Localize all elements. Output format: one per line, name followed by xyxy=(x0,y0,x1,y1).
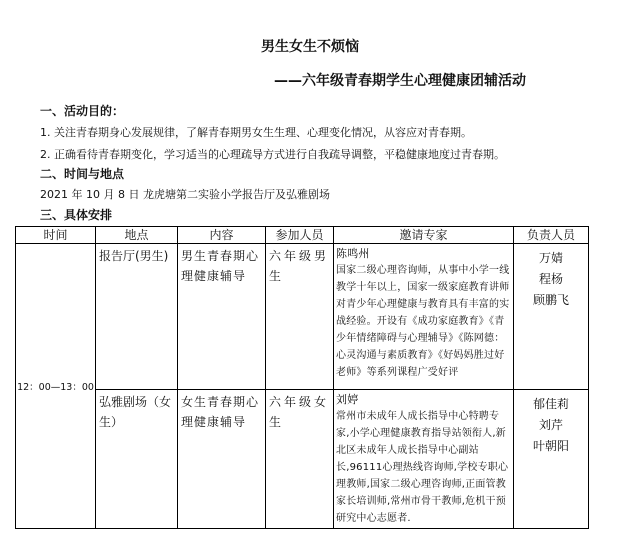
expert-name: 刘婷 xyxy=(336,393,359,406)
header-time: 时间 xyxy=(16,227,96,244)
schedule-table xyxy=(15,226,589,529)
participants-cell: 六年级男生 xyxy=(266,244,334,390)
responsible-person: 顾鹏飞 xyxy=(532,293,569,307)
content-cell: 男生青春期心理健康辅导 xyxy=(178,244,266,390)
doc-title: 男生女生不烦恼 xyxy=(261,39,359,55)
header-responsible: 负责人员 xyxy=(514,227,589,244)
section-arrangement-heading: 三、具体安排 xyxy=(40,208,113,222)
location-cell: 报告厅(男生) xyxy=(96,244,178,390)
responsible-cell xyxy=(514,390,589,529)
responsible-person: 郁佳莉 xyxy=(532,397,569,411)
doc-subtitle: ——六年级青春期学生心理健康团辅活动 xyxy=(274,73,526,89)
expert-name: 陈鸣州 xyxy=(336,247,370,260)
section-goals-heading: 一、活动目的： xyxy=(40,104,125,118)
expert-description: 国家二级心理咨询师，从事中小学一线教学十年以上，国家一级家庭教育讲师对青少年心理健康与教育具有丰富的实战经验。开设有《成功家庭教育》《青少年情绪障碍与心理辅导》《陈网德：心灵沟通与素质教育》《好妈妈胜过好老师》等系列课程广受好评 xyxy=(336,265,510,378)
time-cell: 12：00—13：00 xyxy=(16,244,96,529)
responsible-person: 叶朝阳 xyxy=(532,439,569,453)
header-location: 地点 xyxy=(96,227,178,244)
time-place-text: 2021 年 10 月 8 日 龙虎塘第二实验小学报告厅及弘雅剧场 xyxy=(40,188,330,201)
header-participants: 参加人员 xyxy=(266,227,334,244)
goal-item-1: 1. 关注青春期身心发展规律，了解青春期男女生生理、心理变化情况，从容应对青春期。 xyxy=(40,126,472,139)
content-cell: 女生青春期心理健康辅导 xyxy=(178,390,266,529)
expert-description: 常州市未成年人成长指导中心特聘专家,小学心理健康教育指导站领衔人,新北区未成年人成长指导中心副站长,96111心理热线咨询师,学校专职心理教师,国家二级心理咨询师,正面管教家长培训师,常州市骨干教师,危机干预研究中心志愿者. xyxy=(336,411,509,524)
table-row xyxy=(16,244,589,390)
table-row xyxy=(16,390,589,529)
participants-cell: 六年级女生 xyxy=(266,390,334,529)
goal-item-2: 2. 正确看待青春期变化，学习适当的心理疏导方式进行自我疏导调整，平稳健康地度过青春期。 xyxy=(40,148,505,161)
responsible-person: 刘芹 xyxy=(538,418,563,432)
table-header-row xyxy=(16,227,589,244)
responsible-person: 程杨 xyxy=(538,272,563,286)
expert-cell xyxy=(334,390,514,529)
header-expert: 邀请专家 xyxy=(334,227,514,244)
responsible-cell xyxy=(514,244,589,390)
responsible-person: 万婧 xyxy=(538,251,563,265)
header-content: 内容 xyxy=(178,227,266,244)
expert-cell xyxy=(334,244,514,390)
section-time-place-heading: 二、时间与地点 xyxy=(40,167,125,181)
location-cell: 弘雅剧场（女生） xyxy=(96,390,178,529)
